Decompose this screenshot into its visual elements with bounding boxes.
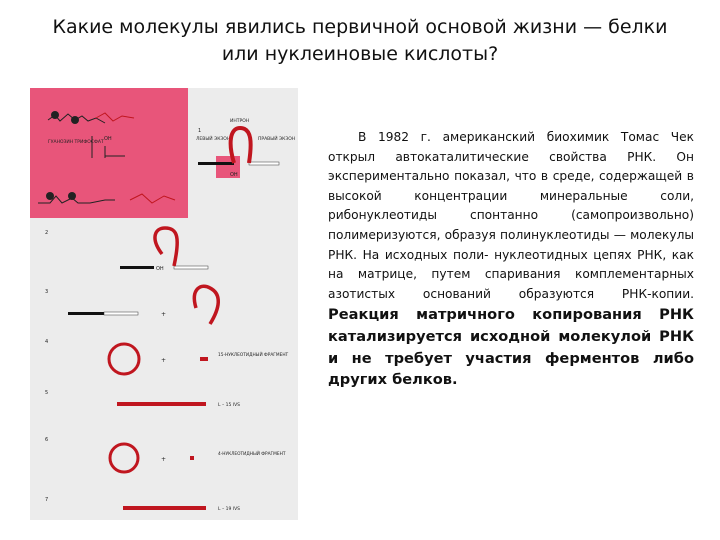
label-length-7: L – 19 IVS [218,507,241,512]
plus-sign: + [161,357,167,364]
label-fragment-15: 15-НУКЛЕОТИДНЫЙ ФРАГМЕНТ [218,353,289,358]
rna-fragment [190,456,194,460]
title-line-2: или нуклеиновые кислоты? [221,43,499,65]
plus-sign: + [161,456,167,463]
step-number-5: 5 [45,390,49,396]
body-regular: В 1982 г. американский биохимик Томас Чек открыл автокаталитические свойства РНК. Он экспериментально показал, что в среде, содержащей в высокой концентрации минеральные соли, рибонуклеотиды спонтанно (самопроизвольно) полимеризуются, образуя полинуклеотиды — молекулы РНК. На исходных поли- нуклеотидных цепях РНК, как на матрице, путем спаривания комплементарных азотистых оснований образуются РНК-копии. [328,130,694,301]
step-number-2: 2 [45,230,49,236]
linear-rna [123,506,206,510]
right-exon-bar [104,312,138,315]
label-left-exon: ЛЕВЫЙ ЭКЗОН [196,137,231,142]
nucleotide-mark [46,192,54,200]
rna-splicing-figure [30,88,298,520]
step-number-6: 6 [45,437,49,443]
step-number-1: 1 [198,128,202,134]
label-fragment-4: 4-НУКЛЕОТИДНЫЙ ФРАГМЕНТ [218,452,286,457]
plus-sign: + [161,311,167,318]
step-number-7: 7 [45,497,49,503]
title-line-1: Какие молекулы явились первичной основой жизни — белки [52,16,668,38]
right-exon-bar [249,162,279,165]
right-exon-bar [174,266,208,269]
label-gtp: ГУАНОЗИН ТРИФОСФАТ [48,140,104,145]
nucleotide-mark [68,192,76,200]
nucleotide-mark [71,116,79,124]
body-bold: Реакция матричного копирования РНК катализируется исходной молекулой РНК и не требует участия ферментов либо других белков. [328,306,694,389]
label-length-5: L – 15 IVS [218,403,241,408]
left-exon-bar [120,266,154,269]
label-intron: ИНТРОН [230,119,250,124]
label-right-exon: ПРАВЫЙ ЭКЗОН [258,137,296,142]
label-oh: OH [104,136,112,142]
left-exon-bar [198,162,234,165]
step-number-4: 4 [45,339,49,345]
left-exon-bar [68,312,104,315]
slide-body-text [328,128,694,391]
linear-rna [117,402,206,406]
label-oh: OH [230,172,238,178]
slide-title [20,14,700,68]
nucleotide-mark [51,111,59,119]
rna-fragment [200,357,208,361]
step-number-3: 3 [45,289,49,295]
label-oh: OH [156,266,164,272]
